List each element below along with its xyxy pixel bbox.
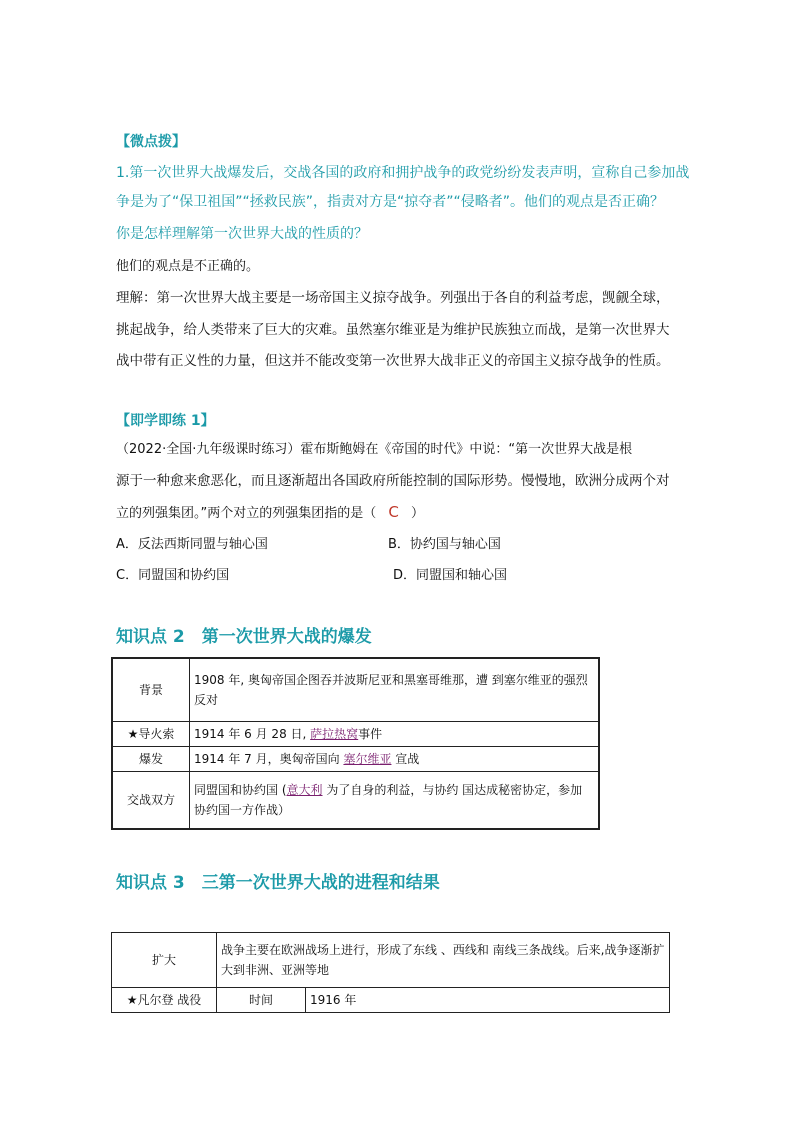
- micro-answer: 他们的观点是不正确的。: [116, 259, 260, 274]
- kp3-title: 知识点 3 三第一次世界大战的进程和结果: [116, 873, 440, 893]
- kp2-text-background: 1908 年, 奥匈帝国企图吞并波斯尼亚和黑塞哥维那，遭 到塞尔维亚的强烈反对: [190, 658, 600, 722]
- micro-question-line-3: 你是怎样理解第一次世界大战的性质的？: [116, 226, 368, 242]
- kp2-label-background: 背景: [112, 658, 190, 722]
- kp2-fuse-pre: 1914 年 6 月 28 日,: [194, 727, 311, 741]
- sarajevo-link[interactable]: 萨拉热窝: [310, 727, 359, 741]
- micro-question-line-2: 争是为了“保卫祖国”“拯救民族”，指责对方是“掠夺者”“侵略者”。他们的观点是否正确？: [116, 194, 665, 210]
- kp3-text-time: 1916 年: [306, 988, 670, 1013]
- option-a: A．反法西斯同盟与轴心国: [116, 537, 268, 552]
- micro-understanding-line-3: 战中带有正义性的力量，但这并不能改变第一次世界大战非正义的帝国主义掠夺战争的性质。: [116, 353, 670, 369]
- practice-line-3-prefix: 立的列强集团。”两个对立的列强集团指的是（: [116, 506, 377, 521]
- kp2-text-fuse: [190, 722, 600, 747]
- option-d: D．同盟国和轴心国: [393, 568, 508, 583]
- practice-line-3: [116, 502, 424, 524]
- table-row: [112, 747, 599, 772]
- kp2-outbreak-post: 宣战: [391, 752, 420, 766]
- table-row: [112, 933, 670, 988]
- kp3-text-expand: 战争主要在欧洲战场上进行，形成了东线 、西线和 南线三条战线。后来,战争逐渐扩大到非洲、亚洲等地: [217, 933, 670, 988]
- kp2-outbreak-pre: 1914 年 7 月，奥匈帝国向: [194, 752, 344, 766]
- micro-title: 【微点拨】: [116, 134, 186, 150]
- kp2-text-belligerents: [190, 772, 600, 830]
- practice-title: 【即学即练 1】: [116, 413, 215, 429]
- practice-line-1: （2022·全国·九年级课时练习）霍布斯鲍姆在《帝国的时代》中说：“第一次世界大战是根: [116, 442, 633, 457]
- kp2-label-fuse: ★导火索: [112, 722, 190, 747]
- kp2-fuse-post: 事件: [358, 727, 383, 741]
- table-row: [112, 722, 599, 747]
- kp2-belligerents-pre: 同盟国和协约国 (: [194, 783, 287, 797]
- kp3-table: [111, 932, 670, 1013]
- kp2-belligerents-post: 为了自身的利益，与协约 国达成秘密协定，参加协约国一方作战）: [194, 783, 583, 817]
- table-row: [112, 772, 599, 830]
- practice-line-3-suffix: ）: [411, 506, 425, 521]
- table-row: [112, 988, 670, 1013]
- option-c: C．同盟国和协约国: [116, 568, 230, 583]
- kp2-table: [111, 657, 600, 830]
- micro-question-line-1: 1.第一次世界大战爆发后，交战各国的政府和拥护战争的政党纷纷发表声明，宣称自己参加战: [116, 165, 690, 181]
- micro-understanding-line-2: 挑起战争，给人类带来了巨大的灾难。虽然塞尔维亚是为维护民族独立而战，是第一次世界大: [116, 322, 670, 338]
- kp2-text-outbreak: [190, 747, 600, 772]
- italy-link[interactable]: 意大利: [286, 783, 323, 797]
- practice-answer: C: [388, 503, 399, 521]
- micro-understanding-line-1: 理解：第一次世界大战主要是一场帝国主义掠夺战争。列强出于各自的利益考虑，觊觎全球，: [116, 290, 670, 306]
- kp3-sublabel-time: 时间: [217, 988, 306, 1013]
- practice-line-2: 源于一种愈来愈恶化，而且逐渐超出各国政府所能控制的国际形势。慢慢地，欧洲分成两个对: [116, 473, 670, 489]
- kp2-label-outbreak: 爆发: [112, 747, 190, 772]
- kp2-title: 知识点 2 第一次世界大战的爆发: [116, 627, 372, 647]
- serbia-link[interactable]: 塞尔维亚: [343, 752, 392, 766]
- option-b: B．协约国与轴心国: [388, 537, 501, 552]
- kp3-label-expand: 扩大: [112, 933, 217, 988]
- kp2-label-belligerents: 交战双方: [112, 772, 190, 830]
- table-row: [112, 658, 599, 722]
- kp3-label-verdun: ★凡尔登 战役: [112, 988, 217, 1013]
